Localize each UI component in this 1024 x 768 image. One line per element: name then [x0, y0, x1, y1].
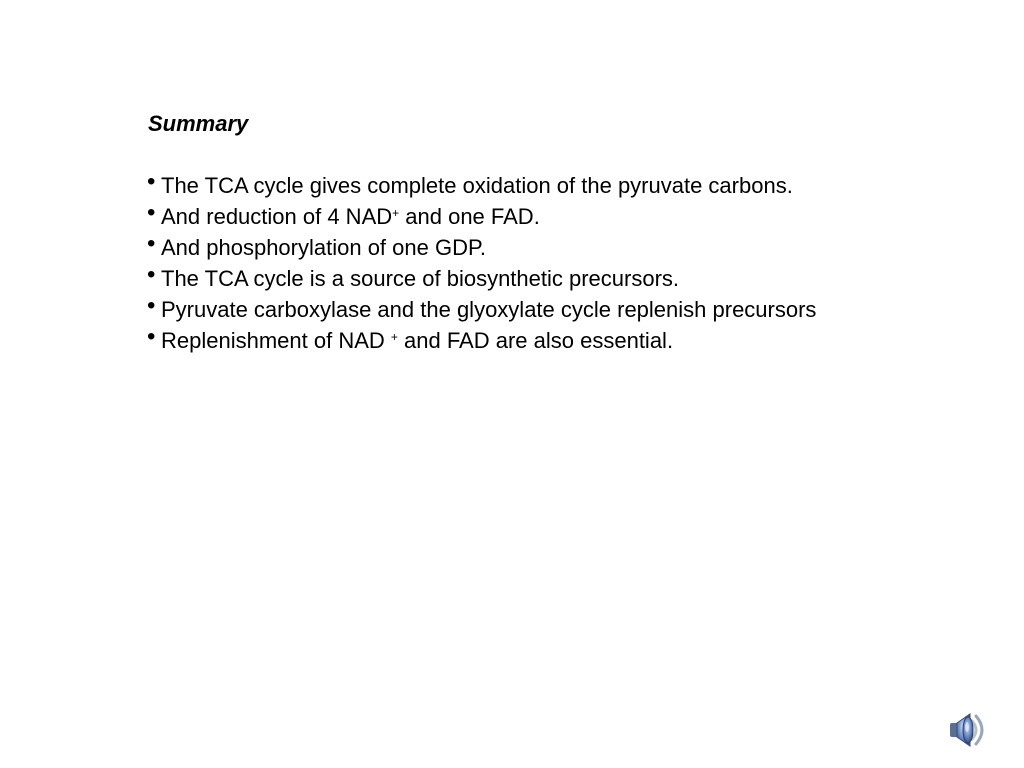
bullet-icon: • [147, 323, 156, 350]
bullet-text: Pyruvate carboxylase and the glyoxylate cycle replenish precursors [161, 297, 817, 322]
slide-title: Summary [148, 111, 249, 136]
bullet-text: The TCA cycle gives complete oxidation of the pyruvate carbons. [161, 173, 793, 198]
superscript-plus: + [390, 330, 398, 344]
bullet-text [161, 325, 673, 356]
list-item [147, 325, 1007, 356]
bullet-icon: • [147, 292, 156, 319]
bullet-icon: • [147, 168, 156, 195]
bullet-text-after: and one FAD. [399, 204, 540, 229]
bullet-list [147, 170, 1007, 356]
list-item [147, 201, 1007, 232]
bullet-text-after: and FAD are also essential. [397, 328, 674, 353]
bullet-text-before: And reduction of 4 NAD [161, 204, 393, 229]
superscript-plus: + [392, 206, 400, 220]
bullet-text [161, 201, 540, 232]
speaker-icon[interactable] [946, 706, 994, 754]
bullet-icon: • [147, 199, 156, 226]
list-item [147, 294, 1007, 325]
bullet-text-before: Replenishment of NAD [161, 328, 391, 353]
list-item [147, 232, 1007, 263]
speaker-icon-graphic [946, 706, 994, 754]
list-item [147, 263, 1007, 294]
list-item [147, 170, 1007, 201]
bullet-icon: • [147, 230, 156, 257]
bullet-icon: • [147, 261, 156, 288]
bullet-text: And phosphorylation of one GDP. [161, 235, 486, 260]
bullet-text: The TCA cycle is a source of biosynthetic precursors. [161, 266, 680, 291]
